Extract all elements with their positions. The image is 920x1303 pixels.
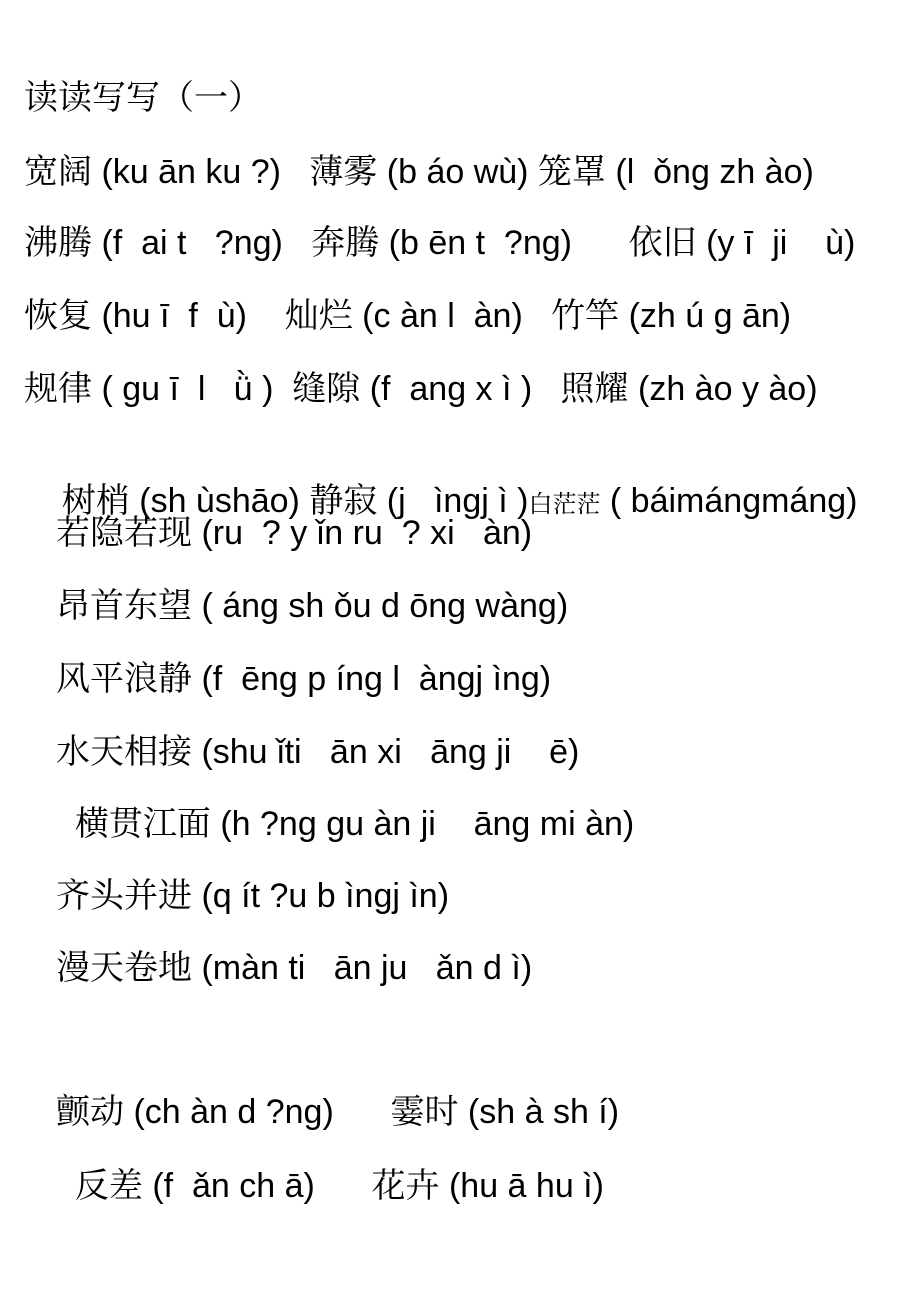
vocab-row: 沸腾 (f ai t ?ng) 奔腾 (b ēn t ?ng) 依旧 (y ī ji ù) — [24, 224, 856, 262]
vocab-row: 规律 ( gu ī l ǜ ) 缝隙 (f ang x ì ) 照耀 (zh ào y ào) — [24, 370, 818, 408]
vocab-row-text: 树梢 (sh ùshāo) 静寂 (j ìngj ì ) — [61, 482, 529, 520]
idiom-row: 风平浪静 (f ēng p íng l àngj ìng) — [56, 660, 552, 698]
vocab-row: 反差 (f ǎn ch ā) 花卉 (hu ā hu ì) — [56, 1167, 604, 1205]
idiom-row: 若隐若现 (ru ? y ǐn ru ? xi àn) — [56, 514, 533, 552]
vocab-row: 颤动 (ch àn d ?ng) 霎时 (sh à sh í) — [56, 1093, 620, 1131]
vocab-row: 恢复 (hu ī f ù) 灿烂 (c àn l àn) 竹竿 (zh ú g ān) — [24, 297, 792, 335]
idiom-row: 横贯江面 (h ?ng gu àn ji āng mi àn) — [56, 805, 635, 843]
idiom-row: 齐头并进 (q ít ?u b ìngj ìn) — [56, 877, 450, 915]
idiom-row: 昂首东望 ( áng sh ǒu d ōng wàng) — [56, 587, 569, 625]
idiom-row: 漫天卷地 (màn ti ān ju ǎn d ì) — [56, 949, 533, 987]
idiom-row: 水天相接 (shu ǐti ān xi āng ji ē) — [56, 733, 580, 771]
vocab-word-small: 白茫茫 — [528, 490, 601, 518]
vocab-pinyin: ( báimángmáng) — [600, 482, 858, 520]
section-title: 读读写写（一） — [24, 78, 262, 118]
vocab-row: 宽阔 (ku ān ku ?) 薄雾 (b áo wù) 笼罩 (l ǒng zh ào) — [24, 153, 814, 191]
